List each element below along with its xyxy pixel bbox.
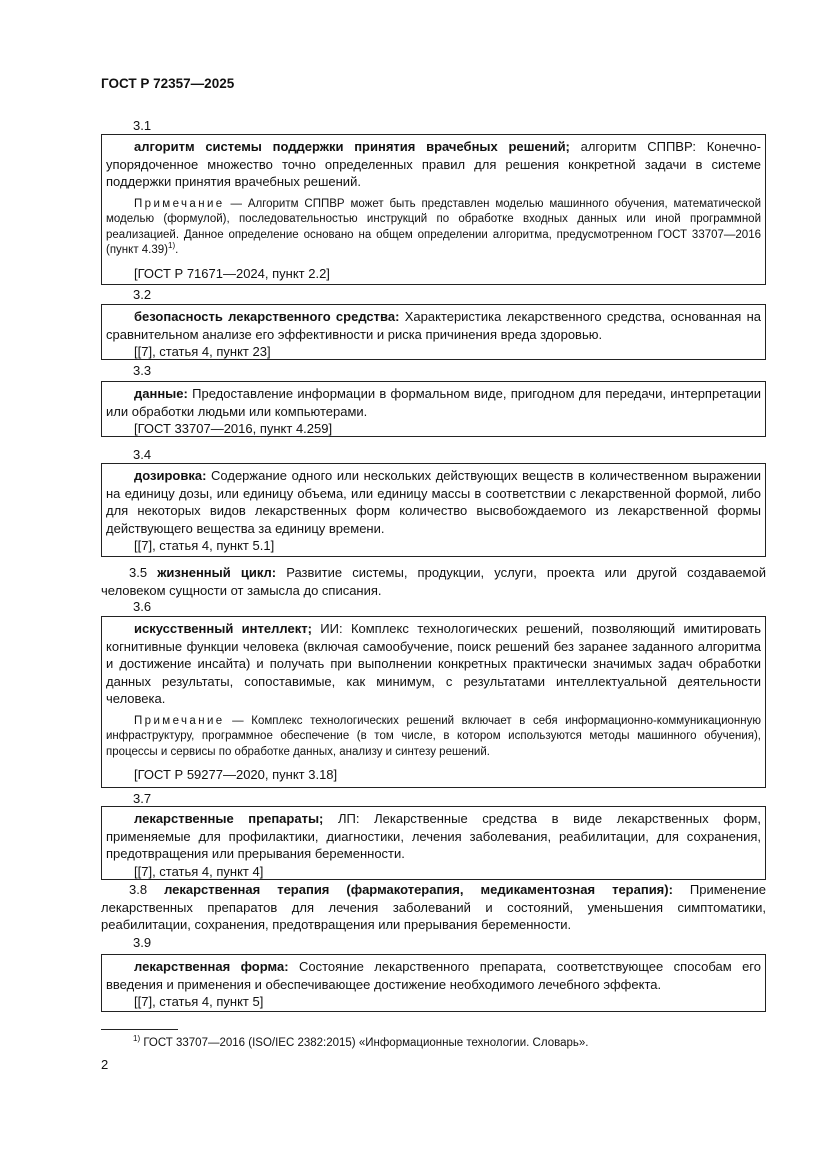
term-definition <box>101 564 766 599</box>
source-reference: [[7], статья 4, пункт 5] <box>134 994 264 1009</box>
entry-number: 3.6 <box>133 599 152 614</box>
term-box-3-3 <box>101 381 766 437</box>
source-reference: [ГОСТ Р 71671—2024, пункт 2.2] <box>134 265 330 281</box>
term-paragraph-3-8 <box>101 881 766 934</box>
term: безопасность лекарственного средства: <box>134 309 400 324</box>
term-definition <box>106 620 761 708</box>
term-definition <box>106 138 761 191</box>
term-box-3-9 <box>101 954 766 1012</box>
term-box-3-7 <box>101 806 766 880</box>
term-definition <box>106 385 761 420</box>
term: искусственный интеллект; <box>134 621 312 636</box>
term-box-3-1 <box>101 134 766 285</box>
entry-number: 3.7 <box>133 791 152 806</box>
term-paragraph-3-5 <box>101 564 766 599</box>
definition: ЛП: Лекарственные средства в виде лекарственных форм, применяемые для профилактики, диагностики, лечения заболевания, реабилитации, для сохранения, предотвращения или прерывания беременности. <box>106 811 761 861</box>
note <box>106 714 761 761</box>
term-definition <box>106 958 761 993</box>
entry-number: 3.9 <box>133 935 152 950</box>
source-reference: [ГОСТ 33707—2016, пункт 4.259] <box>134 421 333 436</box>
term: дозировка: <box>134 468 207 483</box>
definition: Предоставление информации в формальном виде, пригодном для передачи, интерпретации или обработки людьми или компьютерами. <box>106 386 761 419</box>
note-label: Примечание <box>134 714 225 727</box>
entry-number: 3.8 <box>129 882 148 897</box>
source-reference: [ГОСТ Р 59277—2020, пункт 3.18] <box>134 767 338 782</box>
note <box>106 197 761 259</box>
entry-number: 3.5 <box>129 565 148 580</box>
note-text: — Комплекс технологических решений включает в себя информационно-коммуникационную инфраструктуру, программное обеспечение (в том числе, в котором используются методы машинного обучения), процессы и сервисы по обработке данных, анализу и синтезу решений. <box>106 714 761 758</box>
note-label: Примечание <box>134 197 225 210</box>
entry-number: 3.2 <box>133 287 152 302</box>
footnote-divider <box>101 1029 178 1030</box>
term-box-3-6 <box>101 616 766 788</box>
footnote-ref[interactable]: 1) <box>168 241 176 251</box>
footnote-mark: 1) <box>133 1034 141 1044</box>
term-definition <box>106 810 761 863</box>
term-definition <box>101 881 766 934</box>
definition: Применение лекарственных препаратов для лечения заболеваний и состояний, уменьшения симптоматики, реабилитации, сохранения, предотвращения или прерывания беременности. <box>101 882 766 932</box>
term-definition <box>106 308 761 343</box>
term: лекарственные препараты; <box>134 811 324 826</box>
document-header: ГОСТ Р 72357—2025 <box>101 76 235 91</box>
footnote <box>133 1035 588 1053</box>
page-number: 2 <box>101 1057 109 1072</box>
note-text: — Алгоритм СППВР может быть представлен моделью машинного обучения, математической моделью (формулой), последовательностью инструкций по обработке входных данных или иной программной реализацией. Данное определение основано на общем определении алгоритма, предусмотренном ГОСТ 33707—2016 (пункт 4.39) <box>106 197 761 256</box>
entry-number: 3.3 <box>133 363 152 378</box>
term-box-3-2 <box>101 304 766 360</box>
source-reference: [[7], статья 4, пункт 4] <box>134 863 264 879</box>
definition: Характеристика лекарственного средства, основанная на сравнительном анализе его эффективности и риска причинения вреда здоровью. <box>106 309 762 342</box>
source-reference: [[7], статья 4, пункт 23] <box>134 344 271 359</box>
term: алгоритм системы поддержки принятия врачебных решений; <box>134 139 570 154</box>
note-end: . <box>175 244 179 256</box>
term-box-3-4 <box>101 463 766 557</box>
definition: ИИ: Комплекс технологических решений, позволяющий имитировать когнитивные функции человека (включая самообучение, поиск решений без заранее заданного алгоритма и достижение инсайта) и получать при выполнении конкретных практически значимых задач обработки данных результаты, сопоставимые, как минимум, с результатами интеллектуальной деятельности человека. <box>106 621 762 706</box>
definition: Состояние лекарственного препарата, соответствующее способам его введения и применения и обеспечивающее достижение необходимого лечебного эффекта. <box>106 959 761 992</box>
definition: алгоритм СППВР: Конечно-упорядоченное множество точно определенных правил для решения конкретной задачи в системе поддержки принятия врачебных решений. <box>106 139 761 189</box>
footnote-text: ГОСТ 33707—2016 (ISO/IEC 2382:2015) «Информационные технологии. Словарь». <box>140 1037 589 1049</box>
term: лекарственная терапия (фармакотерапия, медикаментозная терапия): <box>164 882 673 897</box>
term: лекарственная форма: <box>134 959 289 974</box>
term: жизненный цикл: <box>157 565 277 580</box>
entry-number: 3.1 <box>133 118 152 133</box>
source-reference: [[7], статья 4, пункт 5.1] <box>134 538 275 553</box>
term: данные: <box>134 386 188 401</box>
definition: Содержание одного или нескольких действующих веществ в количественном выражении на единицу дозы, или единицу объема, или единицу массы в соответствии с лекарственной формой, либо для некоторых видов лекарственных форм количество высвобождаемого из лекарственной формы действующего вещества за единицу времени. <box>106 468 761 536</box>
term-definition <box>106 467 761 537</box>
definition: Развитие системы, продукции, услуги, проекта или другой создаваемой человеком сущности от замысла до списания. <box>101 565 766 598</box>
entry-number: 3.4 <box>133 447 152 462</box>
